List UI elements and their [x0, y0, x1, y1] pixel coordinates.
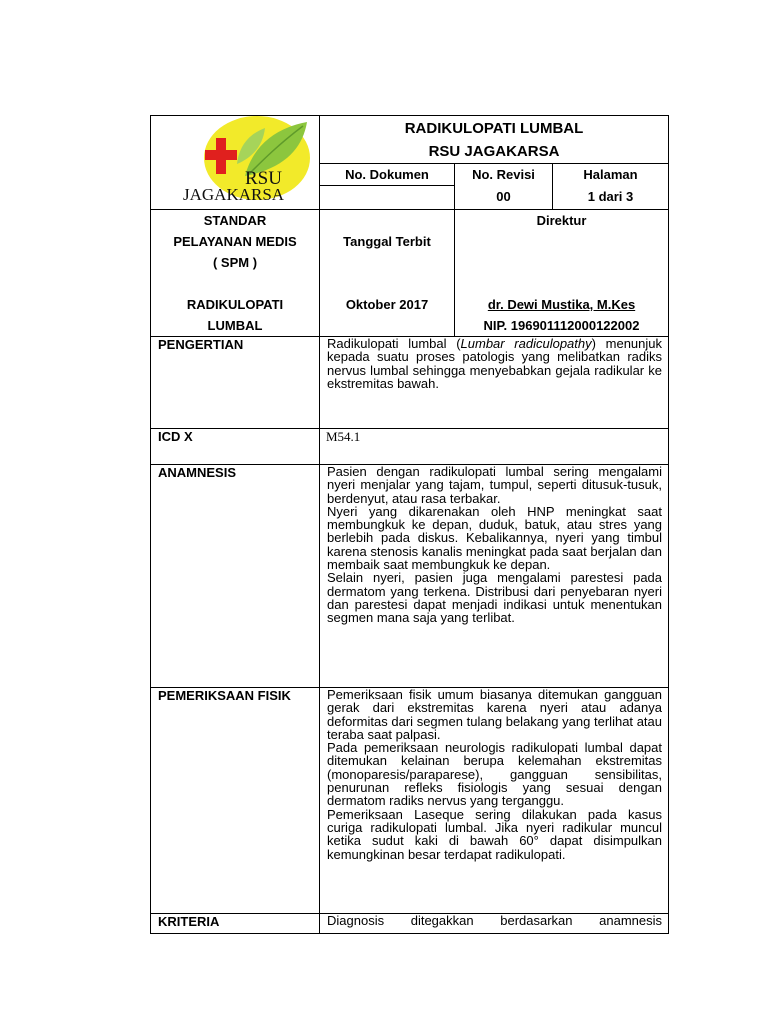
pengertian-pre: Radikulopati lumbal ( [327, 336, 461, 351]
pemeriksaan-paragraph: Pemeriksaan fisik umum biasanya ditemukan gangguan gerak dari ekstremitas karena nyeri atau adanya deformitas dari segmen tulang belakang yang terlihat atau teraba saat palpasi. [327, 687, 663, 742]
spm-title-cell [151, 210, 320, 337]
spm-line-3: ( SPM ) [212, 255, 258, 270]
tanggal-terbit-value: Oktober 2017 [345, 297, 429, 312]
pengertian-post: ) menunjuk kepada suatu proses patologis yang melibatkan radiks nervus lumbal sehingga menyebabkan gejala radikular ke ekstremitas bawah. [327, 336, 663, 391]
halaman-label: Halaman [553, 164, 669, 186]
pengertian-italic: Lumbar radiculopathy [460, 336, 592, 351]
logo-text-jagakarsa: JAGAKARSA [183, 185, 285, 204]
pengertian-label: PENGERTIAN [151, 337, 320, 429]
spm-line-4: RADIKULOPATI [186, 297, 284, 312]
logo-text-rsu: RSU [245, 168, 282, 189]
anamnesis-text [320, 465, 669, 688]
direktur-nip: NIP. 196901112000122002 [483, 318, 640, 333]
direktur-label: Direktur [536, 213, 587, 228]
icd-label: ICD X [151, 429, 320, 465]
document-title: RADIKULOPATI LUMBAL [404, 120, 584, 137]
anamnesis-paragraph: Nyeri yang dikarenakan oleh HNP meningkat saat membungkuk ke depan, duduk, batuk, atau stres yang berlebih pada diskus. Kebalikannya, nyeri yang timbul karena stenosis kanalis meningkat pada saat berjalan dan membaik saat membungkuk ke depan. [327, 503, 663, 573]
spm-line-2: PELAYANAN MEDIS [173, 234, 297, 249]
anamnesis-paragraph: Pasien dengan radikulopati lumbal sering mengalami nyeri menjalar yang tajam, tumpul, seperti ditusuk-tusuk, berdenyut, atau rasa terbakar. [327, 464, 663, 506]
pemeriksaan-fisik-text [320, 688, 669, 914]
no-revisi-label: No. Revisi [455, 164, 553, 186]
pemeriksaan-paragraph: Pada pemeriksaan neurologis radikulopati lumbal dapat ditemukan kelainan berupa kelemahan ekstremitas (monoparesis/paraparese), gangguan sensibilitas, penurunan refleks fisiologis yang sesuai dengan dermatom radiks nervus yang terganggu. [327, 740, 663, 809]
anamnesis-paragraph: Selain nyeri, pasien juga mengalami parestesi pada dermatom yang terkena. Distribusi dari penyebaran nyeri dan parestesi dapat menjadi indikasi untuk menentukan segmen mana saja yang terlibat. [327, 570, 663, 626]
tanggal-terbit-label: Tanggal Terbit [343, 234, 431, 249]
anamnesis-label: ANAMNESIS [151, 465, 320, 688]
hospital-logo [175, 116, 325, 206]
pengertian-text [320, 337, 669, 429]
icd-value: M54.1 [320, 429, 669, 465]
halaman-value: 1 dari 3 [553, 186, 669, 210]
title-cell [320, 116, 669, 164]
kriteria-text: Diagnosis ditegakkan berdasarkan anamnesis [320, 914, 669, 934]
spm-line-1: STANDAR [203, 213, 267, 228]
spm-document-table [150, 115, 669, 934]
pemeriksaan-paragraph: Pemeriksaan Laseque sering dilakukan pada kasus curiga radikulopati lumbal. Jika nyeri radikular muncul ketika sudut kaki di bawah 60° dapat disimpulkan kemungkinan besar terdapat radikulopati. [327, 806, 663, 862]
spm-line-5: LUMBAL [207, 318, 263, 333]
hospital-name: RSU JAGAKARSA [428, 143, 560, 160]
hospital-logo-cell [151, 116, 320, 210]
no-dokumen-value [320, 186, 455, 210]
kriteria-label: KRITERIA [151, 914, 320, 934]
direktur-name: dr. Dewi Mustika, M.Kes [487, 297, 636, 312]
direktur-cell [455, 210, 669, 337]
no-dokumen-label: No. Dokumen [320, 164, 455, 186]
no-revisi-value: 00 [455, 186, 553, 210]
pemeriksaan-fisik-label: PEMERIKSAAN FISIK [151, 688, 320, 914]
tanggal-terbit-cell [320, 210, 455, 337]
